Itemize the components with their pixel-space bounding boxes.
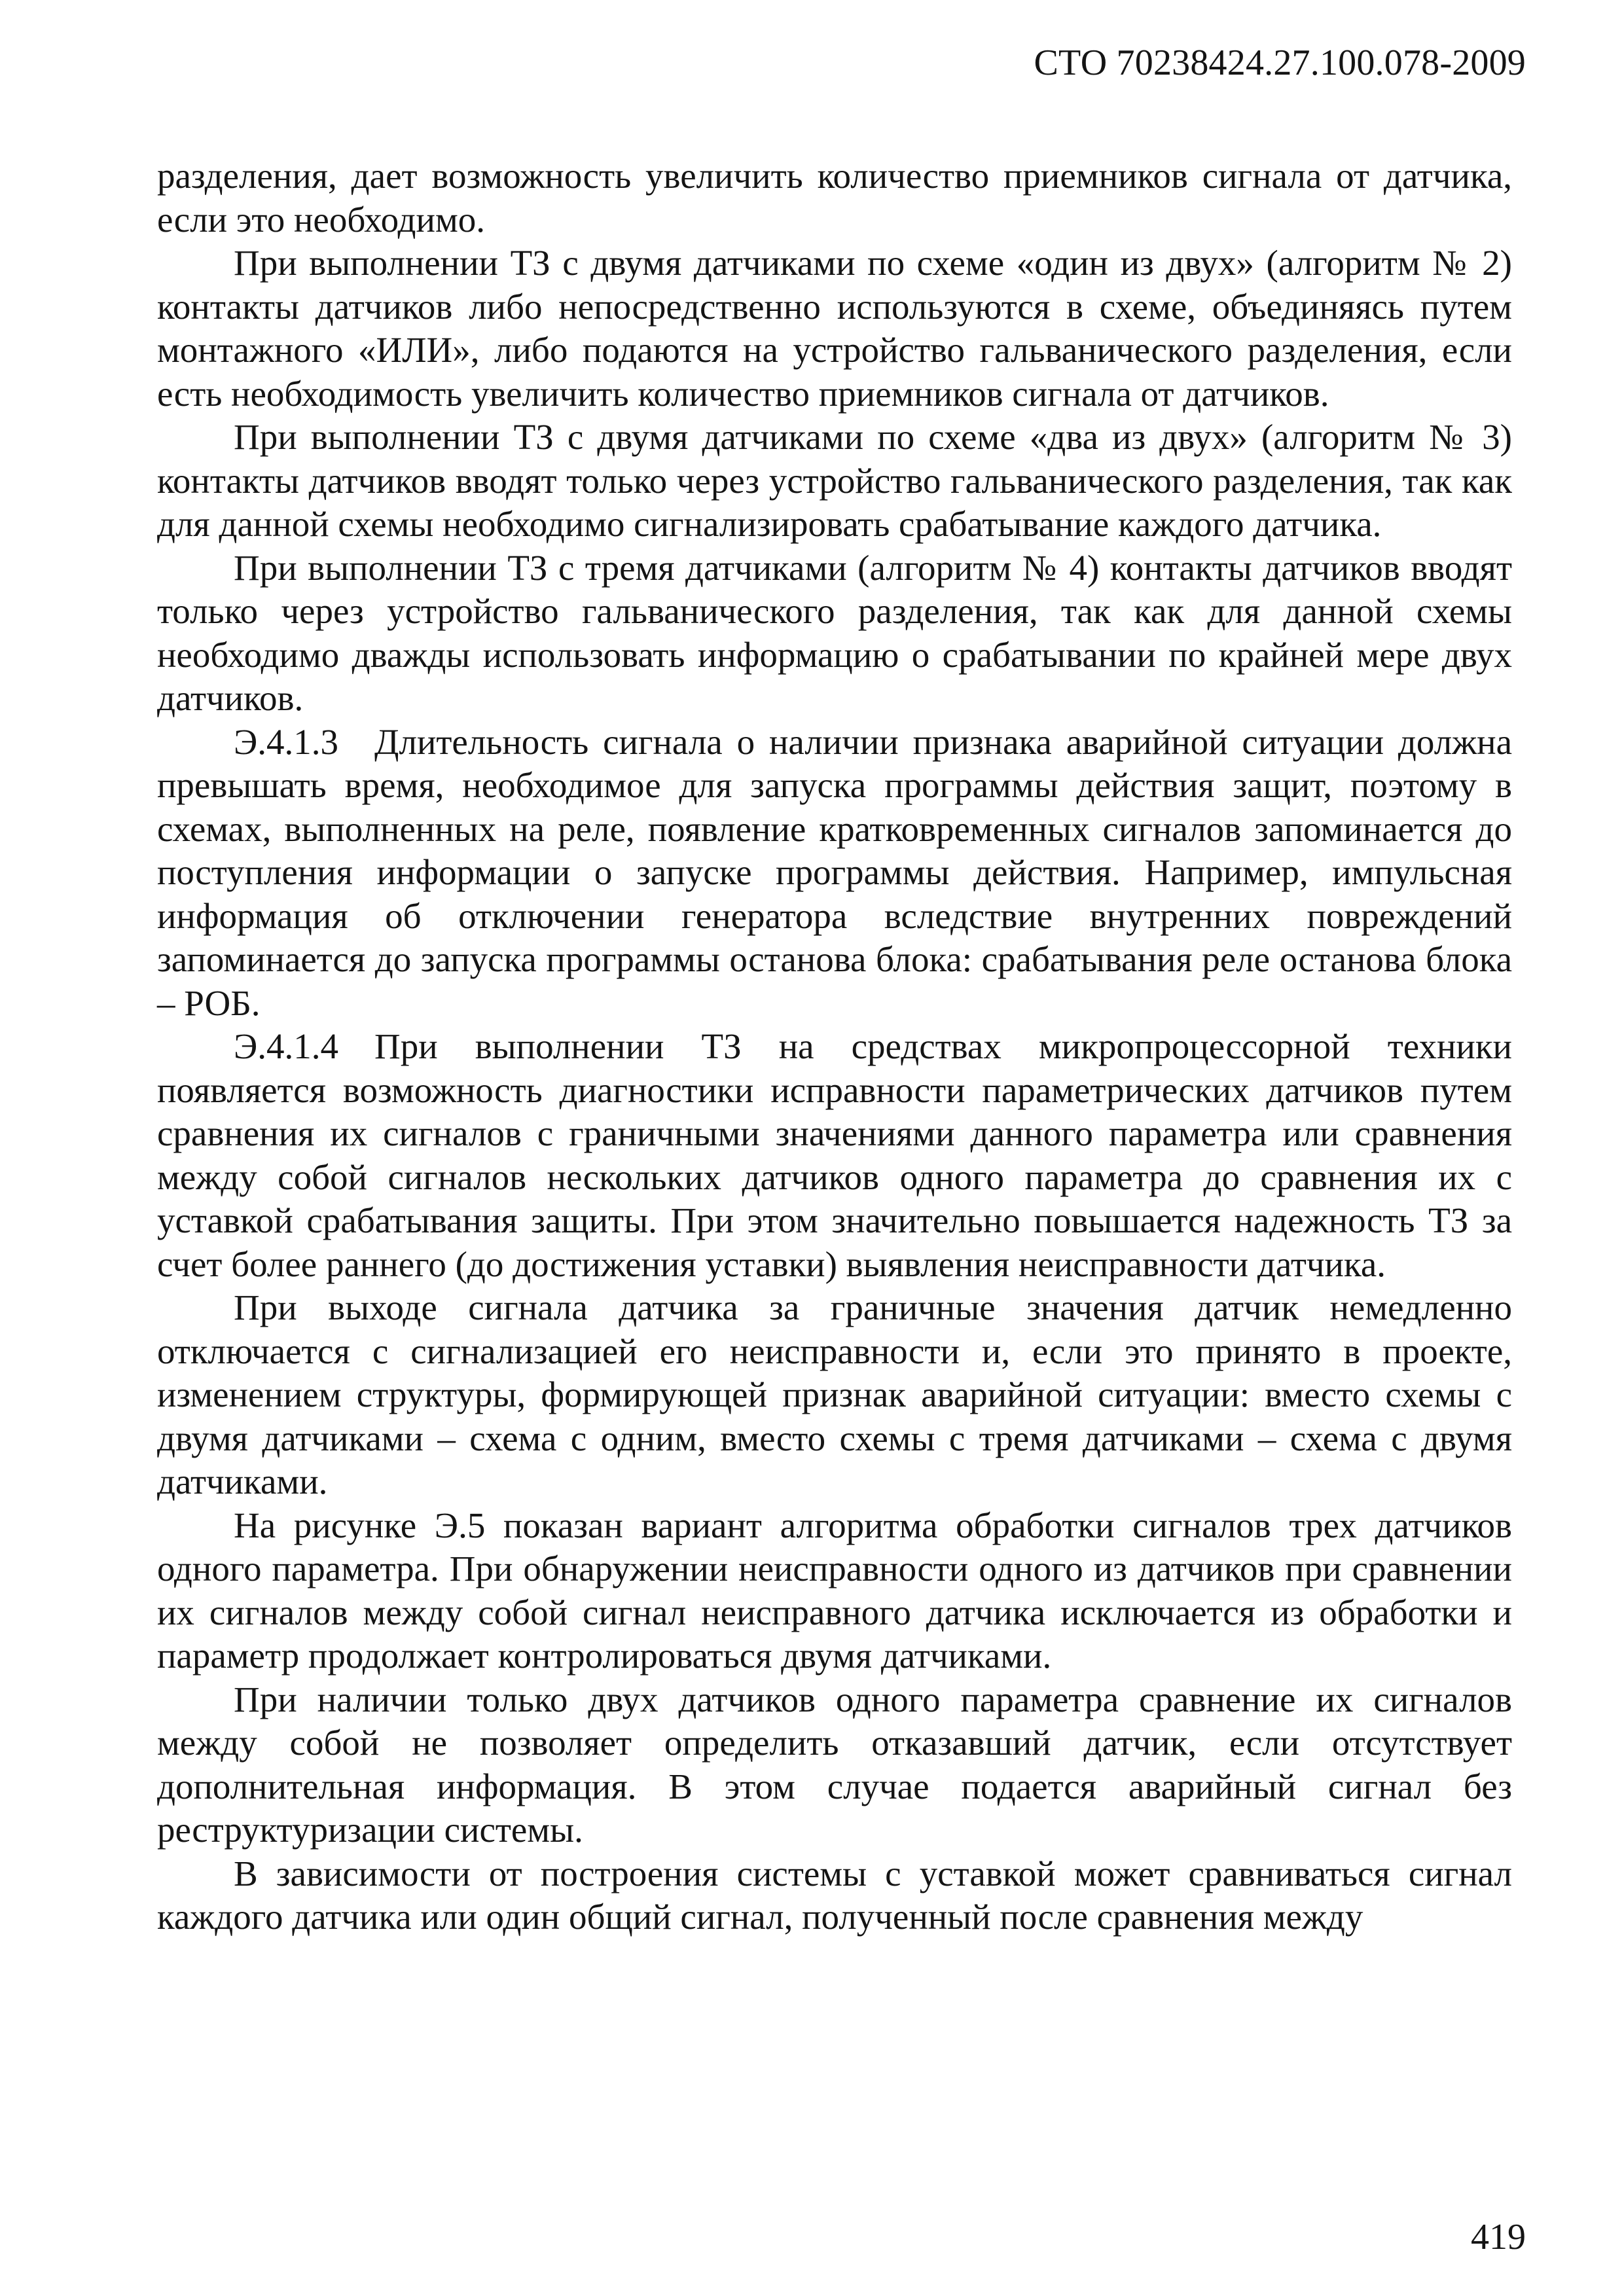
paragraph-text: При выполнении ТЗ с двумя датчиками по схеме «два из двух» (алгоритм № 3) контакты датчиков вводят только через устройство гальванического разделения, так как для данной схемы необходимо сигнализировать срабатывание каждого датчика. [157, 417, 1512, 544]
paragraph-text: При выполнении ТЗ с тремя датчиками (алгоритм № 4) контакты датчиков вводят только через устройство гальванического разделения, так как для данной схемы необходимо дважды использовать информацию о срабатывании по крайней мере двух датчиков. [157, 547, 1512, 718]
paragraph [157, 1852, 1512, 1939]
numbered-paragraph [157, 1025, 1512, 1286]
paragraph [157, 416, 1512, 547]
paragraph-text: При выполнении ТЗ с двумя датчиками по схеме «один из двух» (алгоритм № 2) контакты датчиков либо непосредственно используются в схеме, объединяясь путем монтажного «ИЛИ», либо подаются на устройство гальванического разделения, если есть необходимость увеличить количество приемников сигнала от датчиков. [157, 243, 1512, 414]
numbered-paragraph [157, 721, 1512, 1026]
paragraph-text: В зависимости от построения системы с уставкой может сравниваться сигнал каждого датчика или один общий сигнал, полученный после сравнения между [157, 1853, 1512, 1937]
paragraph-text: При выполнении ТЗ на средствах микропроцессорной техники появляется возможность диагностики исправности параметрических датчиков путем сравнения их сигналов с граничными значениями данного параметра или сравнения между собой сигналов нескольких датчиков одного параметра до сравнения их с уставкой срабатывания защиты. При этом значительно повышается надежность ТЗ за счет более раннего (до достижения уставки) выявления неисправности датчика. [157, 1026, 1512, 1284]
paragraph-text: При выходе сигнала датчика за граничные значения датчик немедленно отключается с сигнализацией его неисправности и, если это принято в проекте, изменением структуры, формирующей признак аварийной ситуации: вместо схемы с двумя датчиками – схема с одним, вместо схемы с тремя датчиками – схема с двумя датчиками. [157, 1287, 1512, 1501]
paragraph-text: разделения, дает возможность увеличить количество приемников сигнала от датчика, если это необходимо. [157, 156, 1512, 240]
paragraph [157, 1504, 1512, 1678]
paragraph [157, 547, 1512, 721]
body-text [157, 154, 1512, 1939]
clause-number: Э.4.1.4 [234, 1026, 339, 1066]
paragraph [157, 1678, 1512, 1852]
paragraph-text: На рисунке Э.5 показан вариант алгоритма обработки сигналов трех датчиков одного параметра. При обнаружении неисправности одного из датчиков при сравнении их сигналов между собой сигнал неисправного датчика исключается из обработки и параметр продолжает контролироваться двумя датчиками. [157, 1505, 1512, 1676]
paragraph [157, 1286, 1512, 1504]
paragraph-continuation [157, 154, 1512, 242]
paragraph-text: Длительность сигнала о наличии признака аварийной ситуации должна превышать время, необходимое для запуска программы действия защит, поэтому в схемах, выполненных на реле, появление кратковременных сигналов запоминается до поступления информации о запуске программы действия. Например, импульсная информация об отключении генератора вследствие внутренних повреждений запоминается до запуска программы останова блока: срабатывания реле останова блока – РОБ. [157, 721, 1512, 1023]
document-code-header: СТО 70238424.27.100.078-2009 [1034, 43, 1526, 83]
clause-number: Э.4.1.3 [234, 721, 339, 762]
page-number: 419 [1471, 2217, 1526, 2257]
paragraph [157, 242, 1512, 416]
paragraph-text: При наличии только двух датчиков одного параметра сравнение их сигналов между собой не позволяет определить отказавший датчик, если отсутствует дополнительная информация. В этом случае подается аварийный сигнал без реструктуризации системы. [157, 1679, 1512, 1850]
